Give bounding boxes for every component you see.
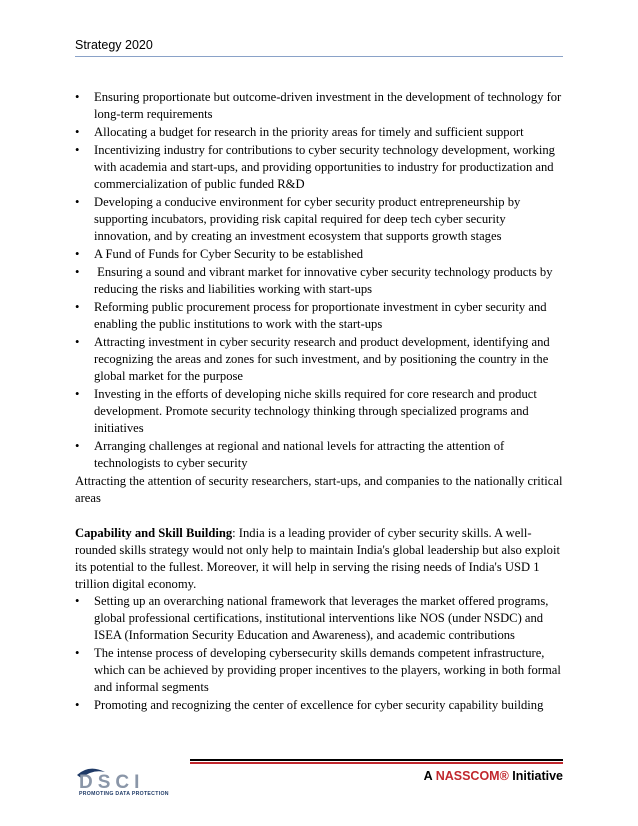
capability-paragraph <box>75 525 563 593</box>
logo-wordmark: DSCI <box>79 772 145 793</box>
list-item: • A Fund of Funds for Cyber Security to be established <box>75 247 363 261</box>
list-item: • Allocating a budget for research in the priority areas for timely and sufficient support <box>75 125 524 139</box>
list-item: • Ensuring proportionate but outcome-driven investment in the development of technology for long-term requirements <box>75 90 562 121</box>
list-item: • Arranging challenges at regional and national levels for attracting the attention of technologists to cyber security <box>75 439 505 470</box>
bullet-icon: • <box>75 143 80 157</box>
footer-divider-black <box>190 759 563 761</box>
section-heading: Capability and Skill Building <box>75 526 233 540</box>
bullet-icon: • <box>75 300 80 314</box>
header-divider <box>75 56 563 57</box>
attraction-paragraph: Attracting the attention of security researchers, start-ups, and companies to the nationally critical areas <box>75 474 563 505</box>
bullet-icon: • <box>75 439 80 453</box>
bullet-icon: • <box>75 247 80 261</box>
footer-divider-red <box>190 762 563 764</box>
bullet-icon: • <box>75 265 80 279</box>
bullet-icon: • <box>75 195 80 209</box>
spacer <box>75 507 563 525</box>
investment-list <box>75 89 563 472</box>
skills-list <box>75 593 563 714</box>
bullet-icon: • <box>75 646 80 660</box>
document-body <box>75 89 563 715</box>
list-item: • Reforming public procurement process for proportionate investment in cyber security and enabling the public institutions to work with the start-ups <box>75 300 547 331</box>
bullet-icon: • <box>75 125 80 139</box>
nasscom-initiative: A NASSCOM® Initiative <box>423 769 563 783</box>
bullet-icon: • <box>75 698 80 712</box>
bullet-icon: • <box>75 90 80 104</box>
bullet-icon: • <box>75 335 80 349</box>
list-item: • The intense process of developing cybersecurity skills demands competent infrastructure, which can be achieved by providing proper incentives to the players, working in both formal and informal segments <box>75 646 561 694</box>
list-item: • Investing in the efforts of developing niche skills required for core research and product development. Promote security technology thinking through specialized programs and initiatives <box>75 387 537 435</box>
list-item: • Promoting and recognizing the center of excellence for cyber security capability building <box>75 698 544 712</box>
list-item: • Ensuring a sound and vibrant market for innovative cyber security technology products by reducing the risks and liabilities working with start-ups <box>75 265 556 296</box>
dsci-logo <box>75 765 175 805</box>
nasscom-brand: NASSCOM® <box>435 769 509 783</box>
list-item: • Setting up an overarching national framework that leverages the market offered programs, global professional certifications, institutional interventions like NOS (under NSDC) and ISEA (Information Security Education and Awareness), and academic contributions <box>75 594 549 642</box>
list-item: • Attracting investment in cyber security research and product development, identifying and recognizing the areas and zones for such investment, and by positioning the country in the global market for the purpose <box>75 335 550 383</box>
list-item: • Incentivizing industry for contributions to cyber security technology development, working with academia and start-ups, and providing opportunities to industry for productization and commercialization of public funded R&D <box>75 143 555 191</box>
page-header-title: Strategy 2020 <box>75 38 153 52</box>
section-text: : India is a leading provider of cyber security skills. A well-rounded skills strategy would not only help to maintain India's global leadership but also exploit its potential to the fullest. Moreover, it will help in serving the rising needs of India's USD 1 trillion digital economy. <box>75 526 560 591</box>
bullet-icon: • <box>75 387 80 401</box>
bullet-icon: • <box>75 594 80 608</box>
list-item: • Developing a conducive environment for cyber security product entrepreneurship by supporting incubators, providing risk capital required for deep tech cyber security innovation, and by creating an investment ecosystem that supports growth stages <box>75 195 521 243</box>
logo-tagline: PROMOTING DATA PROTECTION <box>79 791 169 797</box>
